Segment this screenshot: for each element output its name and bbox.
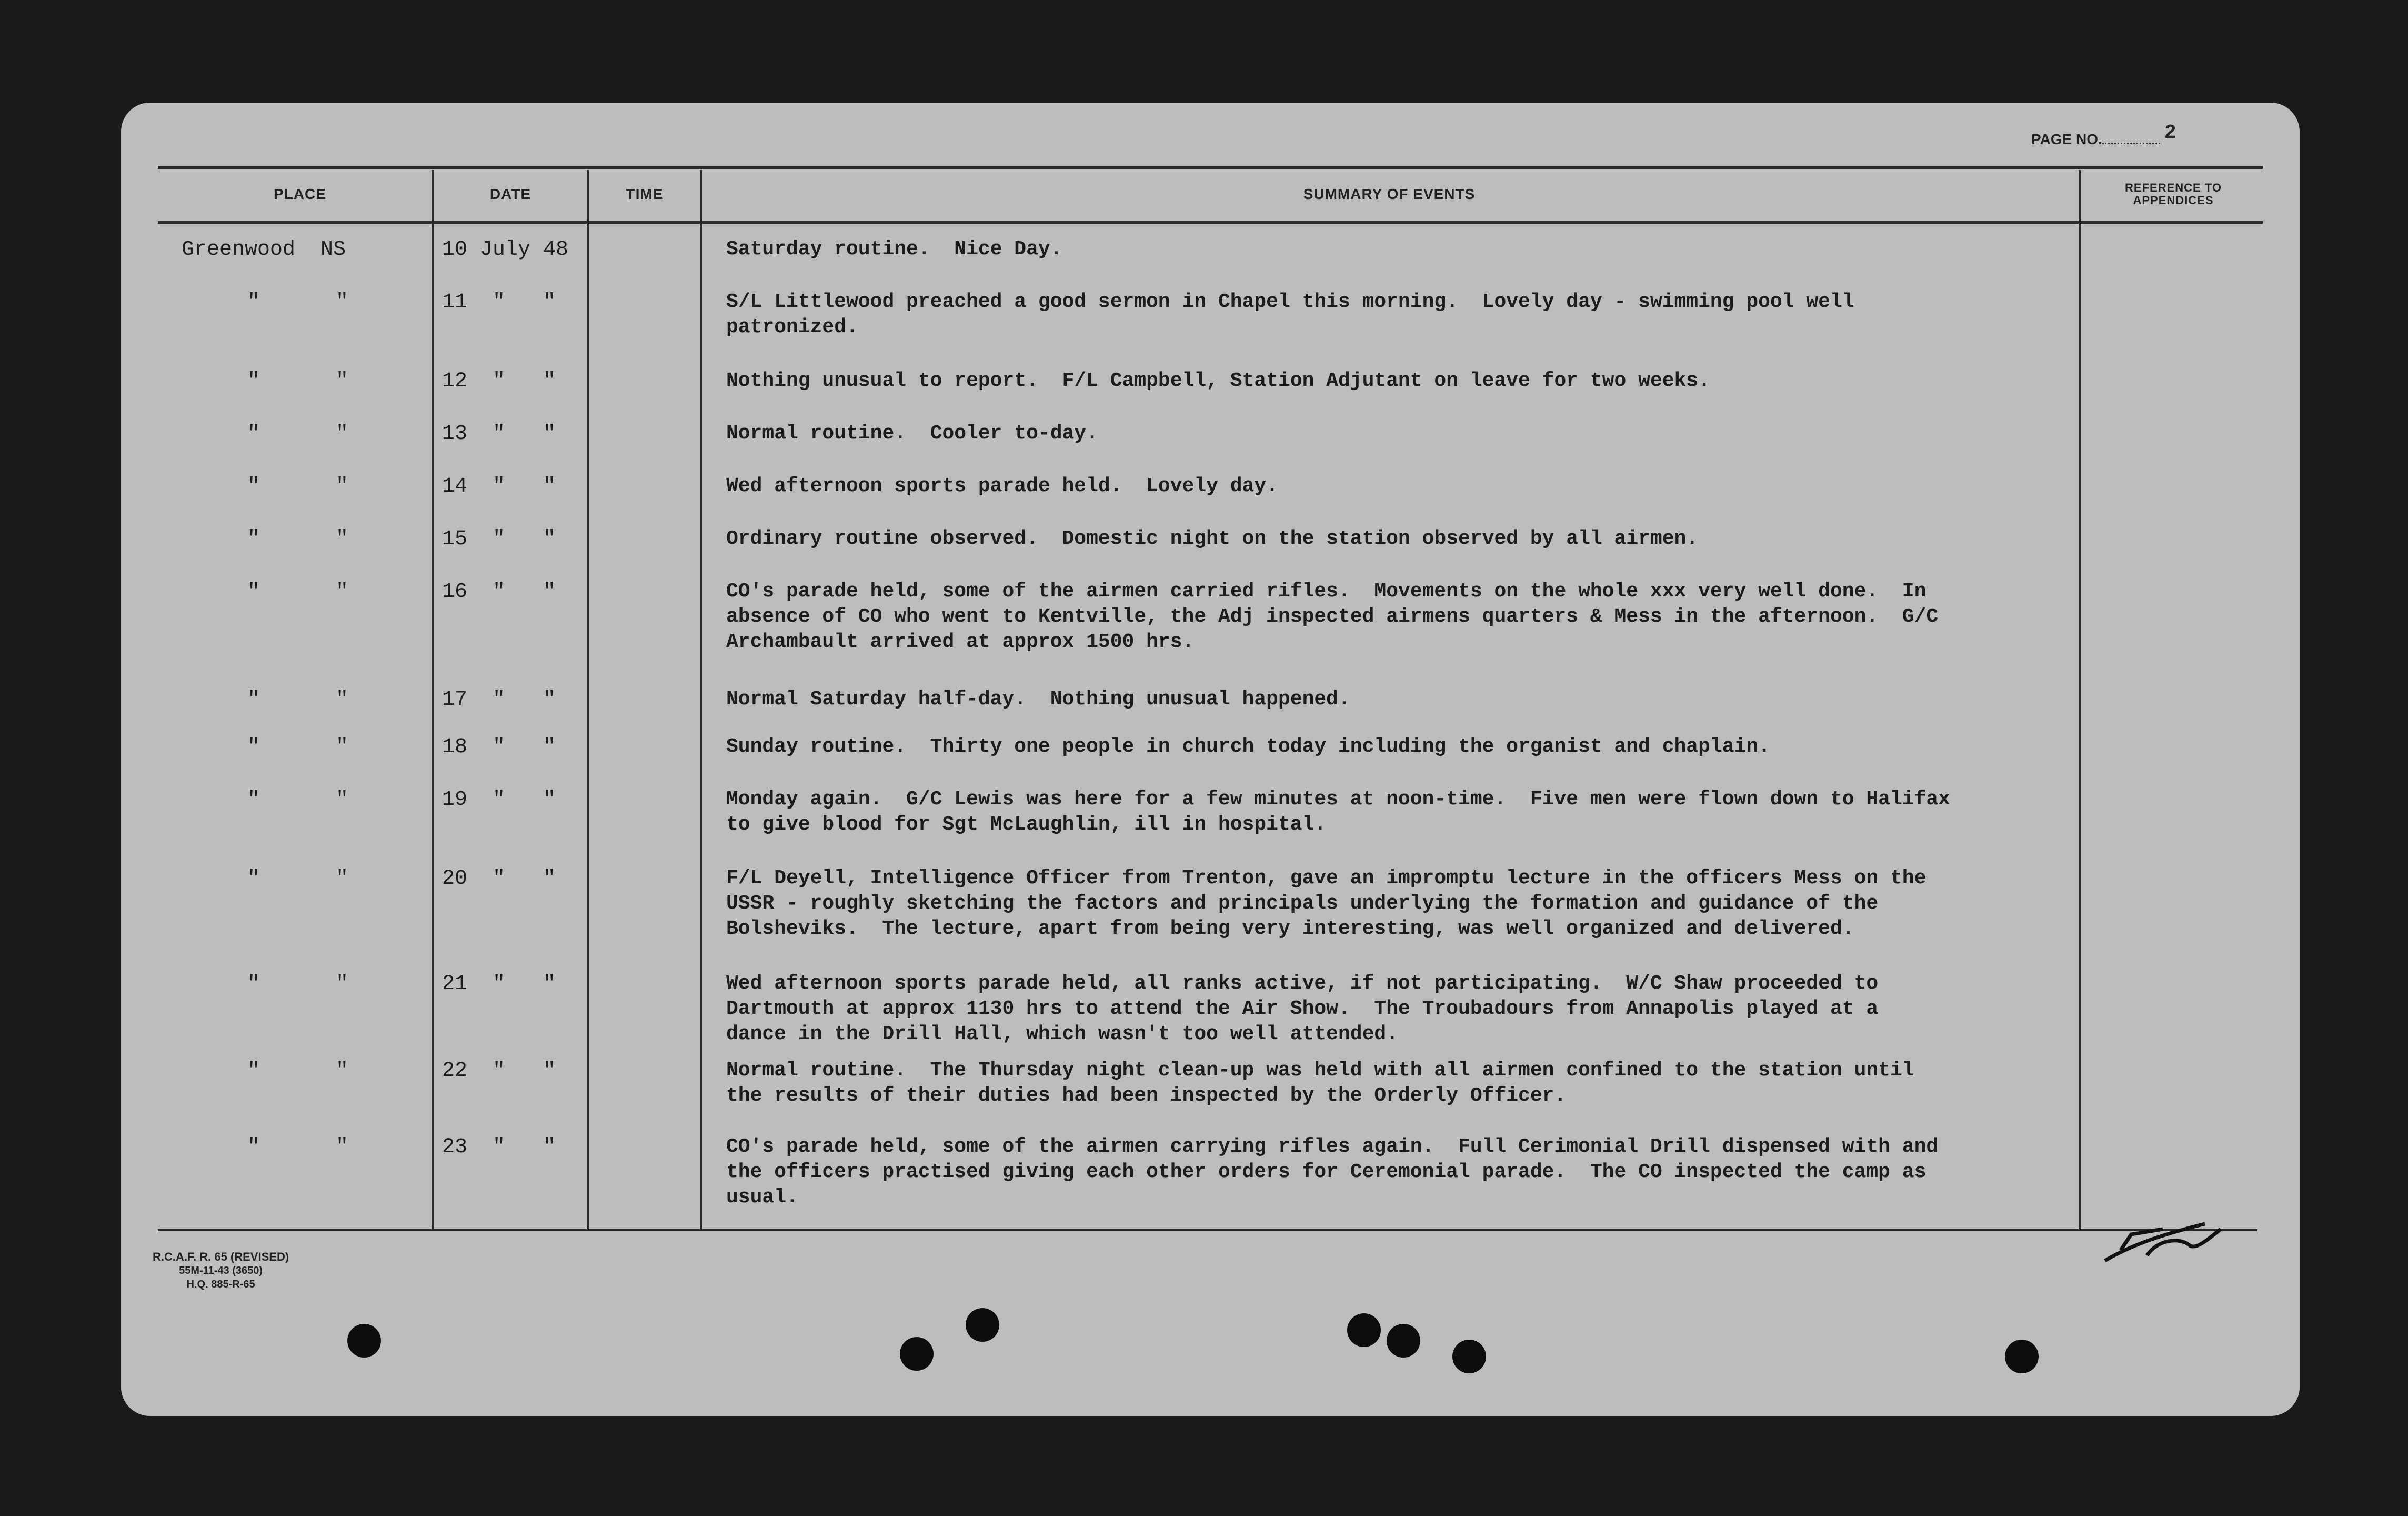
- row-place: Greenwood NS: [182, 238, 346, 262]
- row-date: 15 " ": [442, 527, 556, 551]
- row-place: " ": [247, 291, 349, 314]
- row-summary-line: Wed afternoon sports parade held. Lovely day.: [726, 475, 1278, 497]
- table-bottom-rule: [158, 1229, 2258, 1231]
- row-summary-line: Saturday routine. Nice Day.: [726, 238, 1062, 261]
- page-number-label: PAGE NO.: [2031, 131, 2102, 147]
- row-summary-line: Wed afternoon sports parade held, all ranks active, if not participating. W/C Shaw proceeded to: [726, 972, 1879, 995]
- form-footer: [153, 1250, 289, 1291]
- header-time: TIME: [626, 186, 664, 202]
- row-place: " ": [247, 422, 349, 446]
- row-place: " ": [247, 1135, 349, 1159]
- row-date: 16 " ": [442, 580, 556, 604]
- column-divider-date: [587, 170, 589, 1229]
- row-date: 14 " ": [442, 475, 556, 498]
- column-divider-place: [432, 170, 434, 1229]
- punch-hole: [1387, 1324, 1420, 1358]
- row-date: 20 " ": [442, 867, 556, 891]
- header-bottom-rule: [158, 221, 2263, 224]
- row-summary-line: Archambault arrived at approx 1500 hrs.: [726, 631, 1195, 653]
- punch-hole: [966, 1308, 999, 1342]
- row-place: " ": [247, 580, 349, 604]
- row-summary-line: Ordinary routine observed. Domestic night on the station observed by all airmen.: [726, 527, 1699, 550]
- row-date: 12 " ": [442, 370, 556, 393]
- punch-hole: [1347, 1313, 1381, 1347]
- row-summary-line: to give blood for Sgt McLaughlin, ill in hospital.: [726, 813, 1327, 836]
- row-summary-line: usual.: [726, 1186, 798, 1209]
- punch-hole: [2005, 1340, 2039, 1373]
- row-place: " ": [247, 475, 349, 498]
- signature-mark: [2100, 1213, 2226, 1271]
- row-summary-line: Dartmouth at approx 1130 hrs to attend the Air Show. The Troubadours from Annapolis played at a: [726, 998, 1879, 1020]
- row-place: " ": [247, 1059, 349, 1083]
- row-summary-line: S/L Littlewood preached a good sermon in Chapel this morning. Lovely day - swimming pool well: [726, 291, 1854, 313]
- row-summary-line: Normal routine. The Thursday night clean-up was held with all airmen confined to the station until: [726, 1059, 1914, 1082]
- row-date: 11 " ": [442, 291, 556, 314]
- row-summary-line: Bolsheviks. The lecture, apart from being very interesting, was well organized and delivered.: [726, 917, 1854, 940]
- row-summary-line: absence of CO who went to Kentville, the Adj inspected airmens quarters & Mess in the afternoon. G/C: [726, 605, 1939, 628]
- column-divider-time: [700, 170, 702, 1229]
- punch-hole: [900, 1337, 934, 1371]
- row-place: " ": [247, 735, 349, 759]
- row-summary-line: Monday again. G/C Lewis was here for a few minutes at noon-time. Five men were flown down to Halifax: [726, 788, 1950, 811]
- header-top-rule: [158, 166, 2263, 169]
- row-summary-line: the results of their duties had been inspected by the Orderly Officer.: [726, 1084, 1567, 1107]
- row-date: 17 " ": [442, 688, 556, 712]
- row-summary-line: Nothing unusual to report. F/L Campbell, Station Adjutant on leave for two weeks.: [726, 370, 1710, 392]
- page-number-value: 2: [2164, 122, 2176, 144]
- row-summary-line: Sunday routine. Thirty one people in church today including the organist and chaplain.: [726, 735, 1770, 758]
- row-place: " ": [247, 972, 349, 996]
- page-number: [2031, 122, 2176, 151]
- header-summary: SUMMARY OF EVENTS: [1303, 186, 1476, 202]
- row-summary-line: the officers practised giving each other orders for Ceremonial parade. The CO inspected the camp as: [726, 1161, 1927, 1183]
- row-summary-line: patronized.: [726, 316, 858, 338]
- row-summary-line: CO's parade held, some of the airmen carrying rifles again. Full Cerimonial Drill dispensed with and: [726, 1135, 1939, 1158]
- punch-hole: [347, 1324, 381, 1358]
- row-place: " ": [247, 788, 349, 812]
- header-reference: REFERENCE TO APPENDICES: [2125, 181, 2222, 207]
- form-print-code: 55M-11-43 (3650): [179, 1265, 263, 1276]
- form-number: R.C.A.F. R. 65 (REVISED): [153, 1250, 289, 1263]
- row-date: 19 " ": [442, 788, 556, 812]
- column-divider-summary: [2079, 170, 2081, 1229]
- form-hq-code: H.Q. 885-R-65: [186, 1279, 255, 1290]
- row-place: " ": [247, 370, 349, 393]
- header-date: DATE: [489, 186, 531, 202]
- diary-card: [121, 103, 2300, 1416]
- row-date: 21 " ": [442, 972, 556, 996]
- row-summary-line: Normal Saturday half-day. Nothing unusual happened.: [726, 688, 1350, 711]
- row-summary-line: Normal routine. Cooler to-day.: [726, 422, 1098, 445]
- row-date: 18 " ": [442, 735, 556, 759]
- row-place: " ": [247, 688, 349, 712]
- row-summary-line: CO's parade held, some of the airmen carried rifles. Movements on the whole xxx very well done. In: [726, 580, 1927, 603]
- row-date: 23 " ": [442, 1135, 556, 1159]
- row-summary-line: F/L Deyell, Intelligence Officer from Trenton, gave an impromptu lecture in the officers Mess on the: [726, 867, 1927, 890]
- row-place: " ": [247, 527, 349, 551]
- row-date: 10 July 48: [442, 238, 569, 262]
- punch-hole: [1452, 1340, 1486, 1373]
- row-summary-line: USSR - roughly sketching the factors and principals underlying the formation and guidance of the: [726, 892, 1879, 915]
- row-date: 13 " ": [442, 422, 556, 446]
- header-place: PLACE: [274, 186, 326, 202]
- row-place: " ": [247, 867, 349, 891]
- row-summary-line: dance in the Drill Hall, which wasn't too well attended.: [726, 1023, 1399, 1045]
- row-date: 22 " ": [442, 1059, 556, 1083]
